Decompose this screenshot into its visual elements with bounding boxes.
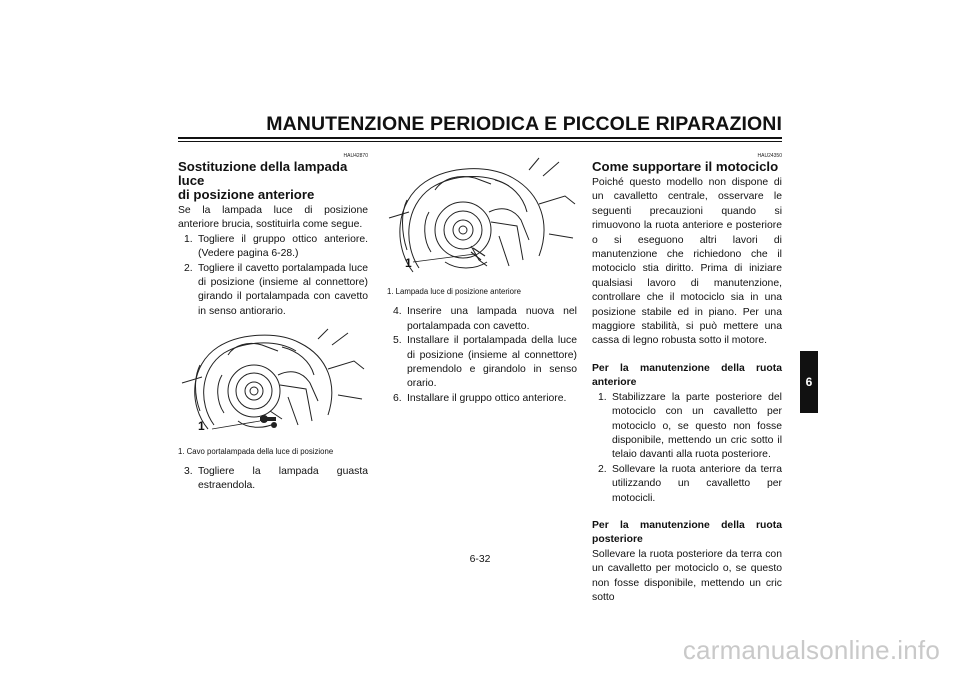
step-text: Installare il portalampada della luce di posizione (insieme al connettore) premendolo e girandolo in senso orario. [407,335,577,390]
list-item [178,465,368,494]
steps-list [592,391,782,506]
step-text: Sollevare la ruota anteriore da terra utilizzando un cavalletto per motocicli. [612,463,782,504]
list-item [592,463,782,506]
list-item [592,391,782,463]
steps-list [387,305,577,406]
step-text: Togliere il gruppo ottico anteriore. (Vedere pagina 6-28.) [198,233,368,260]
figure-caption: 1. Cavo portalampada della luce di posizione [178,446,334,456]
step-text: Togliere il cavetto portalampada luce di posizione (insieme al connettore) girando il portalampada con cavetto in senso antiorario. [198,262,368,317]
list-item [387,305,577,334]
section-heading: Come supportare il motociclo [592,159,779,174]
headlight-illustration [178,325,368,437]
right-column [592,153,782,605]
subheading-rear-wheel: Per la manutenzione della ruota posteriore [592,519,782,546]
intro-paragraph: Se la lampada luce di posizione anteriore brucia, sostituirla come segue. [178,205,368,231]
step-number: 2. [598,463,607,475]
step-text: Stabilizzare la parte posteriore del motociclo con un cavalletto per motociclo o, se questo non fosse disponibile, mettendo un cric sotto il telaio davanti alla ruota posteriore. [612,391,782,461]
step-number: 4. [393,306,402,318]
page-header-title: MANUTENZIONE PERIODICA E PICCOLE RIPARAZIONI [266,113,782,135]
subheading-front-wheel: Per la manutenzione della ruota anteriore [592,362,782,389]
step-text: Inserire una lampada nuova nel portalampada con cavetto. [407,306,577,332]
figure-caption: 1. Lampada luce di posizione anteriore [387,287,521,297]
intro-paragraph: Poiché questo modello non dispone di un cavalletto centrale, osservare le seguenti precauzioni quando si rimuovono la ruota anteriore e posteriore o si eseguono altri lavori di manutenzione che richiedono che il motociclo stia diritto. Prima di iniziare qualsiasi lavoro di manutenzione, controllare che il motociclo sia in una posizione stabile ed in piano. Per una maggiore stabilità, si può mettere una cassa di legno robusta sotto il motore. [592,177,782,347]
step-number: 1. [598,391,607,403]
left-column [178,153,368,493]
step-number: 1. [184,233,193,245]
page-number: 6-32 [469,554,491,565]
step-text: Togliere la lampada guasta estraendola. [198,465,368,492]
step-number: 6. [393,392,402,404]
rear-wheel-paragraph: Sollevare la ruota posteriore da terra con un cavalletto per motociclo o, se questo non fosse disponibile, mettendo un cric sotto [592,548,782,603]
figure-callout-number: 1 [405,256,412,270]
figure-headlight-bulb [387,156,577,283]
section-heading [178,160,368,202]
list-item [178,262,368,320]
step-number: 5. [393,335,402,347]
section-heading-line2: di posizione anteriore [178,187,315,202]
section-code: HAU24350 [757,153,782,159]
bulb-illustration [387,156,577,278]
steps-list-continued [178,465,368,494]
step-text: Installare il gruppo ottico anteriore. [407,392,567,404]
figure-callout-number: 1 [198,419,205,434]
header-rule-thick [178,137,782,139]
list-item [178,233,368,262]
chapter-tab: 6 [800,351,818,413]
list-item [387,392,577,406]
section-code: HAU42870 [343,153,368,159]
middle-column [387,156,577,406]
watermark: carmanualsonline.info [682,635,940,665]
steps-list [178,233,368,319]
list-item [387,334,577,392]
step-number: 2. [184,262,193,274]
step-number: 3. [184,465,193,477]
section-heading-line1: Sostituzione della lampada luce [178,159,348,188]
header-rule-thin [178,141,782,142]
figure-headlight-cable [178,325,368,442]
